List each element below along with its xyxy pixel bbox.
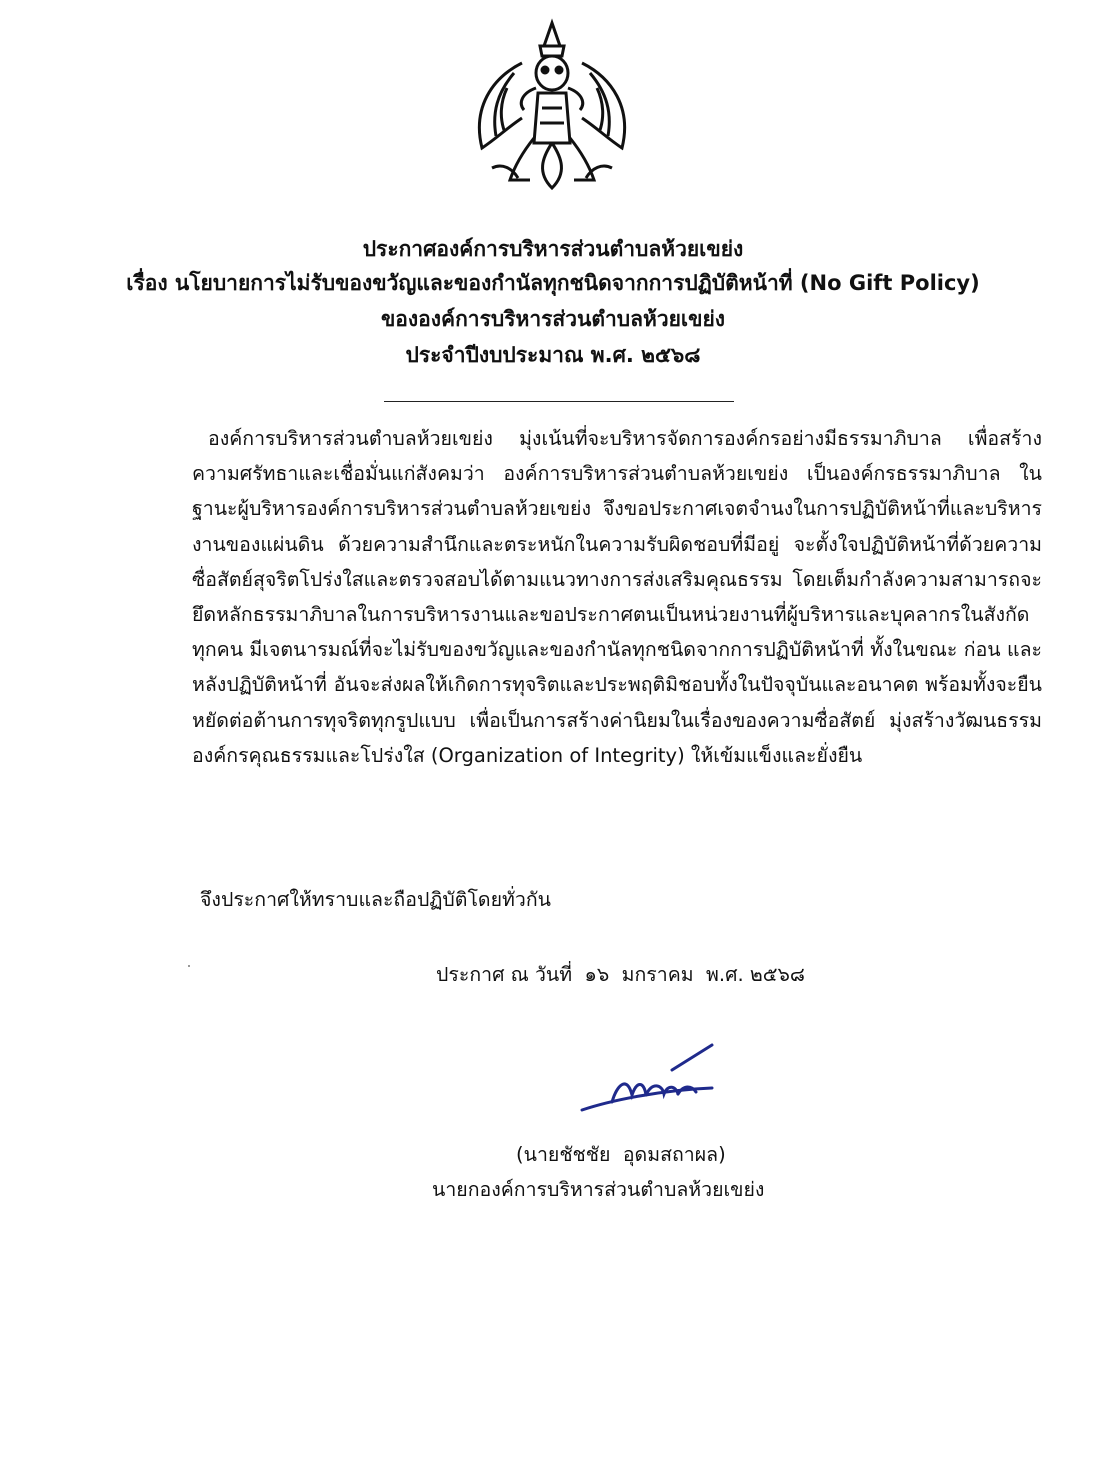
announcement-date: ประกาศ ณ วันที่ ๑๖ มกราคม พ.ศ. ๒๕๖๘ (436, 963, 805, 986)
signer-title: นายกองค์การบริหารส่วนตำบลห้วยเขย่ง (432, 1178, 765, 1201)
heading-line-3: ขององค์การบริหารส่วนตำบลห้วยเขย่ง (380, 307, 726, 331)
body-paragraph: องค์การบริหารส่วนตำบลห้วยเขย่ง มุ่งเน้นที่จะบริหารจัดการองค์กรอย่างมีธรรมาภิบาล เพื่อสร้างความศรัทธาและเชื่อมั่นแก่สังคมว่า องค์การบริหารส่วนตำบลห้วยเขย่ง เป็นองค์กรธรรมาภิบาล ในฐานะผู้บริหารองค์การบริหารส่วนตำบลห้วยเขย่ง จึงขอประกาศเจตจำนงในการปฏิบัติหน้าที่และบริหารงานของแผ่นดิน ด้วยความสำนึกและตระหนักในความรับผิดชอบที่มีอยู่ จะตั้งใจปฏิบัติหน้าที่ด้วยความซื่อสัตย์สุจริตโปร่งใสและตรวจสอบได้ตามแนวทางการส่งเสริมคุณธรรม โดยเต็มกำลังความสามารถจะยึดหลักธรรมาภิบาลในการบริหารงานและขอประกาศตนเป็นหน่วยงานที่ผู้บริหารและบุคลากรในสังกัดทุกคน มีเจตนารมณ์ที่จะไม่รับของขวัญและของกำนัลทุกชนิดจากการปฏิบัติหน้าที่ ทั้งในขณะ ก่อน และหลังปฏิบัติหน้าที่ อันจะส่งผลให้เกิดการทุจริตและประพฤติมิชอบทั้งในปัจจุบันและอนาคต พร้อมทั้งจะยืนหยัดต่อต้านการทุจริตทุกรูปแบบ เพื่อเป็นการสร้างค่านิยมในเรื่องของความซื่อสัตย์ มุ่งสร้างวัฒนธรรมองค์กรคุณธรรมและโปร่งใส (Organization of Integrity) ให้เข้มแข็งและยั่งยืน (192, 427, 1042, 767)
divider-rule (384, 401, 734, 402)
speck (188, 965, 190, 967)
signer-name: (นายชัชชัย อุดมสถาผล) (516, 1143, 726, 1166)
signature-icon (572, 1040, 722, 1120)
closing-statement: จึงประกาศให้ทราบและถือปฏิบัติโดยทั่วกัน (200, 888, 551, 911)
heading-line-1: ประกาศองค์การบริหารส่วนตำบลห้วยเขย่ง (362, 237, 744, 261)
garuda-emblem-icon (452, 18, 652, 218)
heading-line-2: เรื่อง นโยบายการไม่รับของขวัญและของกำนัลทุกชนิดจากการปฏิบัติหน้าที่ (No Gift Policy) (126, 271, 980, 295)
heading-line-4: ประจำปีงบประมาณ พ.ศ. ๒๕๖๘ (405, 343, 701, 367)
